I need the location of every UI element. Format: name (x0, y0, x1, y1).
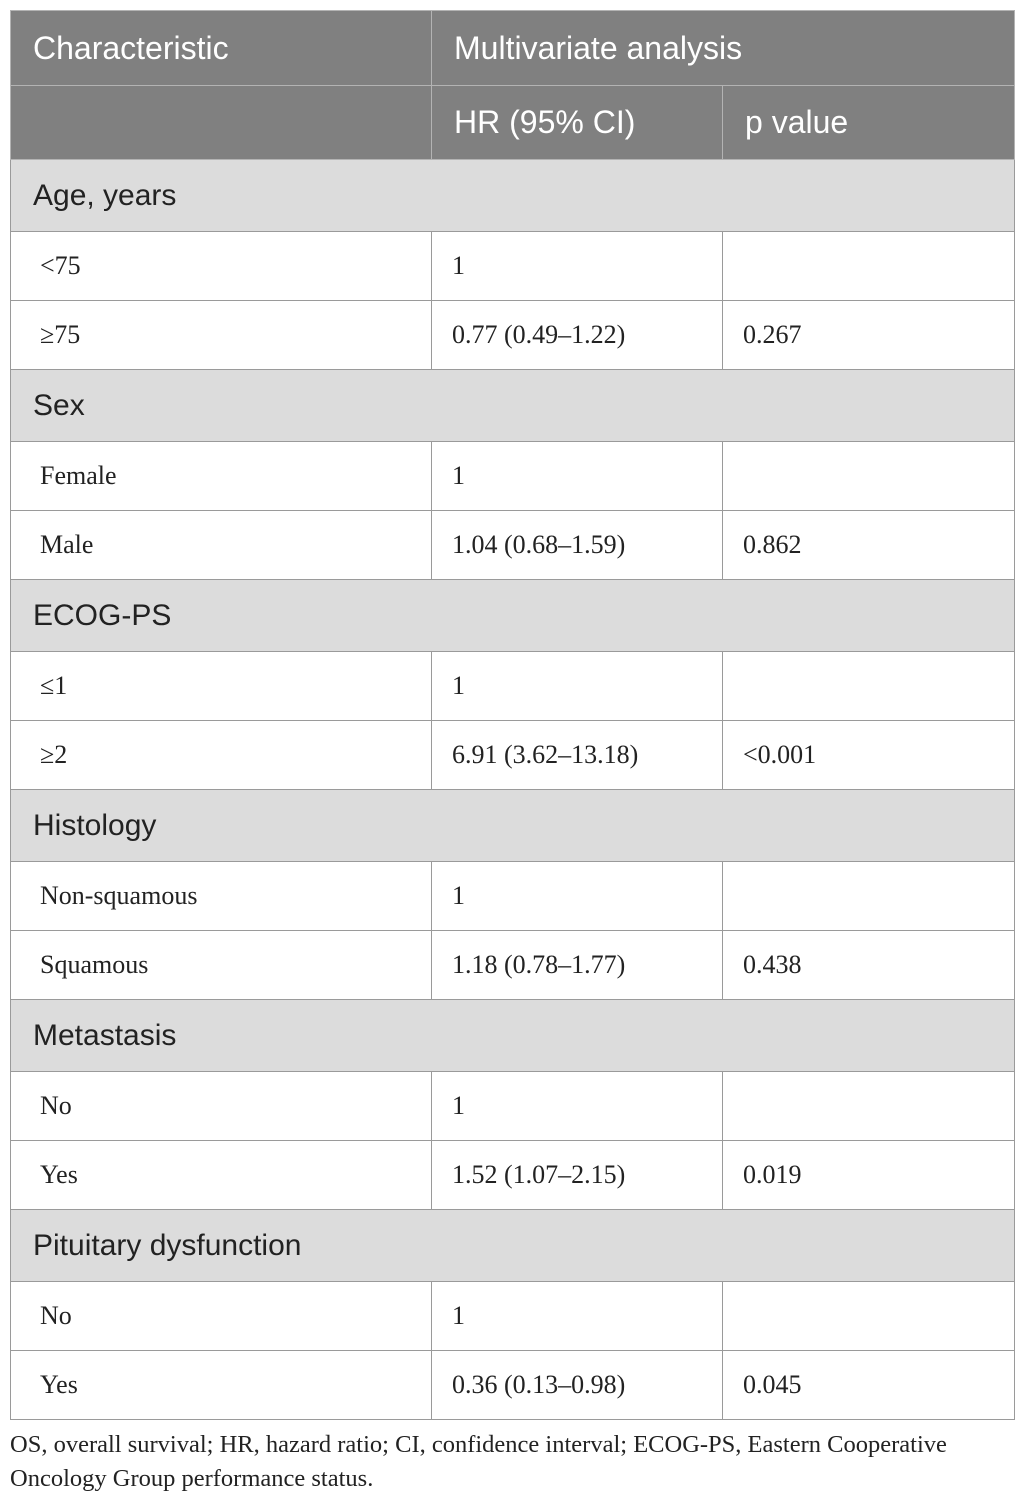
header-row-sub (11, 86, 1015, 160)
table-body (11, 160, 1015, 1420)
header-row-top (11, 11, 1015, 86)
group-row-sex (11, 370, 1015, 442)
group-row-ecog-ps (11, 580, 1015, 652)
row-p-value: 0.862 (723, 511, 1015, 580)
group-row-pituitary-dysfunction (11, 1210, 1015, 1282)
row-hr: 1.04 (0.68–1.59) (432, 511, 723, 580)
row-p-value: 0.019 (723, 1141, 1015, 1210)
row-hr: 0.36 (0.13–0.98) (432, 1351, 723, 1420)
row-hr: 6.91 (3.62–13.18) (432, 721, 723, 790)
header-characteristic: Characteristic (11, 11, 432, 86)
row-characteristic: Female (11, 442, 432, 511)
header-multivariate-analysis: Multivariate analysis (432, 11, 1015, 86)
row-characteristic: ≥2 (11, 721, 432, 790)
group-label: Pituitary dysfunction (11, 1210, 1015, 1282)
table-row (11, 652, 1015, 721)
row-characteristic: ≥75 (11, 301, 432, 370)
group-row-age (11, 160, 1015, 232)
row-p-value (723, 442, 1015, 511)
row-characteristic: Yes (11, 1351, 432, 1420)
row-p-value: 0.267 (723, 301, 1015, 370)
row-characteristic: Non-squamous (11, 862, 432, 931)
table-row (11, 1072, 1015, 1141)
group-row-metastasis (11, 1000, 1015, 1072)
header-hr-ci: HR (95% CI) (432, 86, 723, 160)
table-row (11, 232, 1015, 301)
header-empty-cell (11, 86, 432, 160)
row-hr: 1 (432, 442, 723, 511)
row-hr: 1 (432, 1072, 723, 1141)
row-characteristic: No (11, 1072, 432, 1141)
row-p-value: 0.438 (723, 931, 1015, 1000)
group-label: ECOG-PS (11, 580, 1015, 652)
row-hr: 1 (432, 652, 723, 721)
table-row (11, 301, 1015, 370)
row-p-value (723, 232, 1015, 301)
row-hr: 0.77 (0.49–1.22) (432, 301, 723, 370)
row-hr: 1.18 (0.78–1.77) (432, 931, 723, 1000)
row-p-value: 0.045 (723, 1351, 1015, 1420)
row-p-value (723, 1072, 1015, 1141)
row-characteristic: Squamous (11, 931, 432, 1000)
table-row (11, 862, 1015, 931)
row-characteristic: No (11, 1282, 432, 1351)
row-p-value (723, 862, 1015, 931)
row-characteristic: ≤1 (11, 652, 432, 721)
table-row (11, 931, 1015, 1000)
row-characteristic: Yes (11, 1141, 432, 1210)
table-row (11, 1282, 1015, 1351)
group-label: Histology (11, 790, 1015, 862)
row-hr: 1.52 (1.07–2.15) (432, 1141, 723, 1210)
table-header (11, 11, 1015, 160)
table-footnote: OS, overall survival; HR, hazard ratio; CI, confidence interval; ECOG-PS, Eastern Cooperative Oncology Group performance status. (10, 1431, 947, 1492)
group-label: Sex (11, 370, 1015, 442)
header-p-value: p value (723, 86, 1015, 160)
group-label: Metastasis (11, 1000, 1015, 1072)
row-hr: 1 (432, 862, 723, 931)
row-p-value: <0.001 (723, 721, 1015, 790)
table-row (11, 721, 1015, 790)
group-label: Age, years (11, 160, 1015, 232)
row-hr: 1 (432, 1282, 723, 1351)
row-p-value (723, 1282, 1015, 1351)
multivariate-analysis-table (10, 10, 1015, 1420)
results-table-container (10, 10, 1014, 1420)
group-row-histology (11, 790, 1015, 862)
table-row (11, 511, 1015, 580)
row-hr: 1 (432, 232, 723, 301)
table-row (11, 1351, 1015, 1420)
row-characteristic: <75 (11, 232, 432, 301)
row-characteristic: Male (11, 511, 432, 580)
row-p-value (723, 652, 1015, 721)
table-row (11, 1141, 1015, 1210)
table-row (11, 442, 1015, 511)
